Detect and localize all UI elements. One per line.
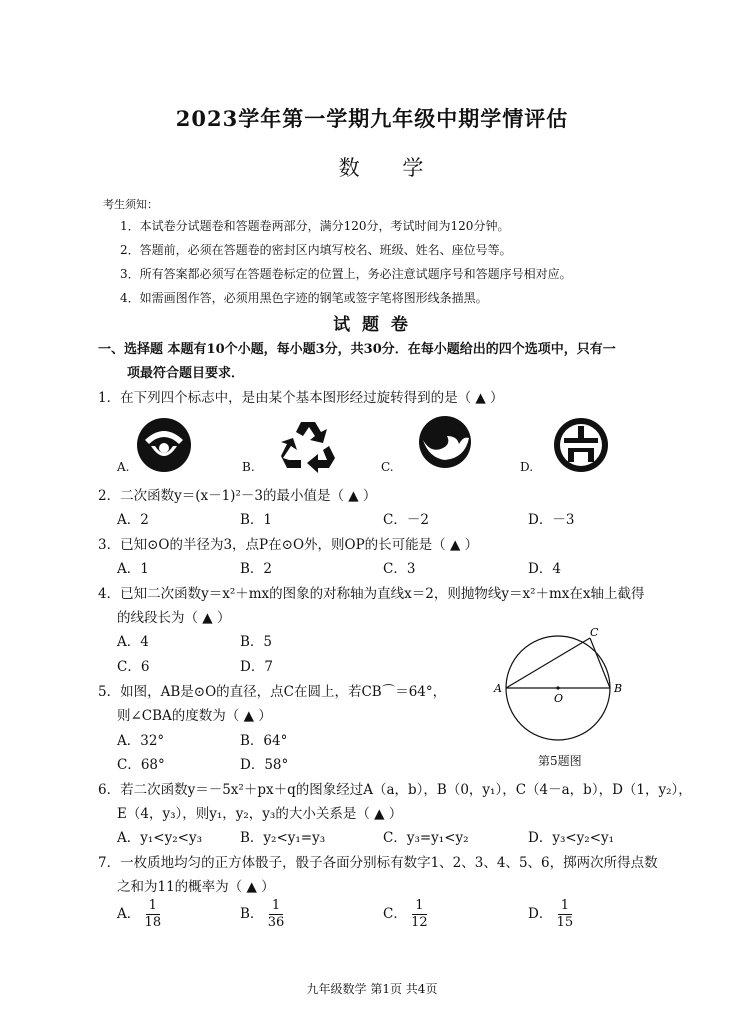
fraction-numerator: 1: [269, 898, 283, 915]
point-label-o: O: [554, 692, 564, 705]
question-5-stem: 5．如图，AB是⊙O的直径，点C在圆上，若CB⌒＝64°，: [98, 684, 447, 700]
q2-option: C．－2: [383, 512, 429, 528]
q1-option-label: C.: [381, 460, 394, 474]
circle-geometry-figure: [490, 624, 640, 754]
point-label-c: C: [590, 626, 599, 639]
question-6-stem: E（4，y₃），则y₁，y₂，y₃的大小关系是（ ▲ ）: [117, 806, 403, 822]
paper-heading: 试 题 卷: [333, 315, 411, 335]
question-6-stem: 6．若二次函数y＝－5x²＋px＋q的图象经过A（a，b），B（0，y₁），C（4－a，b），D（1，y₂），: [98, 782, 692, 798]
point-label-a: A: [494, 682, 502, 695]
section-instruction: 一、选择题 本题有10个小题，每小题3分，共30分．在每小题给出的四个选项中，只有一: [98, 342, 616, 357]
fraction: [145, 898, 162, 931]
q7-option: [117, 898, 161, 931]
q4-option: A．4: [117, 634, 149, 650]
fraction: [411, 898, 428, 931]
notice-item: 2．答题前，必须在答题卷的密封区内填写校名、班级、姓名、座位号等。: [120, 243, 512, 257]
notice-item: 3．所有答案都必须写在答题卷标定的位置上，务必注意试题序号和答题序号相对应。: [120, 267, 572, 281]
fraction-numerator: 1: [146, 898, 160, 915]
question-7-stem: 7．一枚质地均匀的正方体骰子，骰子各面分别标有数字1、2、3、4、5、6，掷两次所得点数: [98, 855, 658, 871]
q4-option: D．7: [240, 659, 273, 675]
question-4-stem: 的线段长为（ ▲ ）: [117, 610, 231, 626]
section-instruction: 项最符合题目要求．: [127, 366, 245, 381]
q5-option: B．64°: [240, 733, 288, 749]
fraction: [557, 898, 574, 931]
q2-option: D．－3: [528, 512, 575, 528]
question-4-stem: 4．已知二次函数y＝x²＋mx的图象的对称轴为直线x＝2，则抛物线y＝x²＋mx在x轴上截得: [98, 586, 645, 602]
q5-option: A．32°: [117, 733, 165, 749]
q1-option-label: D.: [520, 460, 534, 474]
q3-option: D．4: [528, 561, 561, 577]
q3-option: C．3: [383, 561, 416, 577]
q7-option: [383, 898, 428, 931]
exam-title: 2023学年第一学期九年级中期学情评估: [175, 106, 569, 131]
fraction-denominator: 18: [144, 915, 162, 930]
emblem-icon: [135, 416, 193, 474]
q6-option: D．y₃<y₂<y₁: [528, 830, 615, 846]
q7-option-letter: B．: [240, 906, 264, 922]
question-3-stem: 3．已知⊙O的半径为3，点P在⊙O外，则OP的长可能是（ ▲ ）: [98, 537, 479, 553]
fraction-denominator: 15: [556, 915, 574, 930]
q5-option: C．68°: [117, 757, 165, 773]
question-5-stem: 则∠CBA的度数为（ ▲ ）: [117, 708, 272, 724]
fraction-numerator: 1: [412, 898, 426, 915]
q1-option-label: A.: [117, 460, 130, 474]
q7-option-letter: C．: [383, 906, 407, 922]
notice-item: 1．本试卷分试题卷和答题卷两部分，满分120分，考试时间为120分钟。: [120, 219, 510, 233]
notice-item: 4．如需画图作答，必须用黑色字迹的钢笔或签字笔将图形线条描黑。: [120, 291, 488, 305]
circle-logo-icon: [552, 416, 610, 474]
q6-option: C．y₃=y₁<y₂: [383, 830, 469, 846]
q2-option: A．2: [117, 512, 149, 528]
fraction: [268, 898, 285, 931]
fraction-denominator: 12: [411, 915, 428, 930]
q3-option: B．2: [240, 561, 273, 577]
q6-option: B．y₂<y₁=y₃: [240, 830, 326, 846]
q2-option: B．1: [240, 512, 273, 528]
fraction-numerator: 1: [558, 898, 572, 915]
q1-option-label: B.: [242, 460, 255, 474]
q7-option-letter: A．: [117, 906, 141, 922]
q7-option: [240, 898, 284, 931]
q7-option-letter: D．: [528, 906, 553, 922]
question-7-stem: 之和为11的概率为（ ▲ ）: [117, 879, 275, 895]
question-2-stem: 2．二次函数y＝(x－1)²－3的最小值是（ ▲ ）: [98, 488, 377, 504]
recycle-icon: [279, 416, 337, 474]
fraction-denominator: 36: [267, 915, 285, 930]
subject-title: 数 学: [338, 156, 442, 180]
q7-option: [528, 898, 573, 931]
q6-option: A．y₁<y₂<y₃: [117, 830, 202, 846]
q3-option: A．1: [117, 561, 149, 577]
question-1-stem: 1．在下列四个标志中，是由某个基本图形经过旋转得到的是（ ▲ ）: [98, 390, 504, 406]
point-label-b: B: [614, 682, 623, 695]
figure-caption: 第5题图: [538, 754, 582, 768]
q4-option: C．6: [117, 659, 150, 675]
wave-logo-icon: [417, 414, 473, 470]
q4-option: B．5: [240, 634, 273, 650]
q5-option: D．58°: [240, 757, 289, 773]
page-footer: 九年级数学 第1页 共4页: [306, 982, 438, 996]
notice-heading: 考生须知：: [103, 198, 158, 211]
